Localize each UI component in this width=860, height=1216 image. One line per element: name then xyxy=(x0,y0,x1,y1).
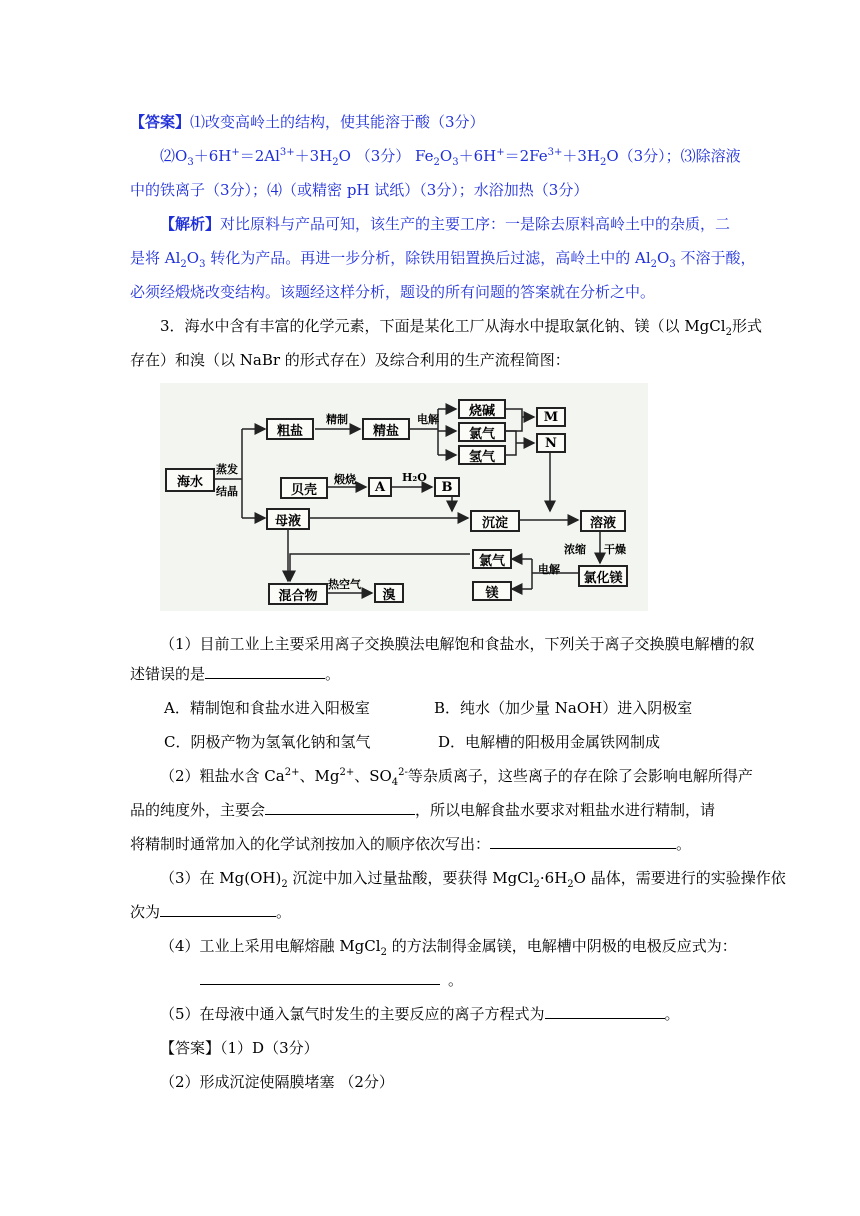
crystallize-label: 结晶 xyxy=(216,485,238,498)
q2-line-3: 将精制时通常加入的化学试剂按加入的顺序依次写出： 。 xyxy=(130,835,692,853)
answer-blank xyxy=(490,834,676,849)
option-c: C．阴极产物为氢氧化钠和氢气 xyxy=(164,733,371,751)
analysis-line-1: 【解析】对比原料与产品可知，该生产的主要工序：一是除去原料高岭土中的杂质，二 xyxy=(160,215,731,233)
magnesium-chloride-box: 氯化镁 xyxy=(578,565,628,587)
caustic-soda-box: 烧碱 xyxy=(458,399,506,419)
refined-salt-box: 精盐 xyxy=(362,418,410,440)
answer-blank xyxy=(200,970,440,985)
question3-line-1: 3．海水中含有丰富的化学元素，下面是某化工厂从海水中提取氯化钠、镁（以 MgCl$_2$形式 xyxy=(160,317,762,338)
concentrate-label: 浓缩 xyxy=(564,543,586,556)
answer-blank xyxy=(545,1004,665,1019)
q2-line-2: 品的纯度外，主要会 ，所以电解食盐水要求对粗盐水进行精制，请 xyxy=(130,801,716,819)
q4-line-2: 。 xyxy=(200,970,463,990)
refine-label: 精制 xyxy=(326,413,348,426)
bromine-box: 溴 xyxy=(374,583,404,603)
flow-diagram xyxy=(160,383,648,611)
q3-line-2: 次为 。 xyxy=(130,903,292,921)
calcine-label: 煅烧 xyxy=(334,473,356,486)
q1-line-2: 述错误的是 。 xyxy=(130,665,341,683)
chlorine-box: 氯气 xyxy=(458,422,506,442)
chlorine2-box: 氯气 xyxy=(472,549,512,569)
water-label: H₂O xyxy=(402,471,427,484)
answer-blank xyxy=(205,664,325,679)
q5-line-1: （5）在母液中通入氯气时发生的主要反应的离子方程式为 。 xyxy=(160,1005,680,1023)
option-a: A．精制饱和食盐水进入阳极室 xyxy=(164,699,370,717)
answer2-line-1: 【答案】（1）D（3分） xyxy=(160,1039,319,1057)
hydrogen-box: 氢气 xyxy=(458,445,506,465)
q3-line-1: （3）在 $Mg(OH)_2$ 沉淀中加入过量盐酸，要获得 $MgCl_2\cdot 6H_2O$ 晶体，需要进行的实验操作依 xyxy=(160,869,786,890)
substance-b-box: B xyxy=(434,477,460,497)
answer-blank xyxy=(265,800,415,815)
option-b: B．纯水（加少量 NaOH）进入阴极室 xyxy=(434,699,693,717)
dry-label: 干燥 xyxy=(604,543,626,556)
answer-line-2: $⑵O_3+6H^+=2Al^{3+}+3H_2O$ （3分） $Fe_2O_3+6H^+=2Fe^{3+}+3H_2O(3$分）；⑶除溶液 xyxy=(160,147,741,168)
q4-line-1: （4）工业上采用电解熔融 MgCl$_2$ 的方法制得金属镁，电解槽中阴极的电极反应式为： xyxy=(160,937,737,958)
option-d: D．电解槽的阳极用金属铁网制成 xyxy=(438,733,661,751)
q1-line-1: （1）目前工业上主要采用离子交换膜法电解饱和食盐水，下列关于离子交换膜电解槽的叙 xyxy=(160,635,755,653)
answer-blank xyxy=(160,902,276,917)
analysis-line-3: 必须经煅烧改变结构。该题经这样分析，题设的所有问题的答案就在分析之中。 xyxy=(130,283,656,301)
shell-box: 贝壳 xyxy=(280,477,328,499)
answer-line-1: 【答案】⑴改变高岭土的结构，使其能溶于酸（3分） xyxy=(130,113,485,131)
answer2-line-2: （2）形成沉淀使隔膜堵塞 （2分） xyxy=(160,1073,394,1091)
q2-line-1: （2）粗盐水含 $Ca^{2+}$、$Mg^{2+}$、$SO_4^{2-}$等杂质离子，这些离子的存在除了会影响电解所得产 xyxy=(160,767,753,788)
answer-line-3: 中的铁离子（3分）；⑷（或精密 pH 试纸）（3分）；水浴加热（3分） xyxy=(130,181,589,199)
electrolysis2-label: 电解 xyxy=(538,563,560,576)
answer-tag: 【答案】 xyxy=(130,113,191,131)
seawater-box: 海水 xyxy=(165,468,215,492)
mixture-box: 混合物 xyxy=(268,583,328,605)
mother-liquor-box: 母液 xyxy=(266,508,310,530)
product-m-box: M xyxy=(536,407,566,427)
question3-line-2: 存在）和溴（以 NaBr 的形式存在）及综合利用的生产流程简图： xyxy=(130,351,570,369)
product-n-box: N xyxy=(536,433,566,453)
crude-salt-box: 粗盐 xyxy=(266,418,314,440)
analysis-tag: 【解析】 xyxy=(160,215,221,233)
substance-a-box: A xyxy=(368,477,392,497)
solution-box: 溶液 xyxy=(580,510,626,532)
analysis-line-2: 是将 $Al_2O_3$ 转化为产品。再进一步分析，除铁用铝置换后过滤，高岭土中的 $Al_2O_3$ 不溶于酸， xyxy=(130,249,756,270)
hot-air-label: 热空气 xyxy=(328,578,361,591)
precipitate-box: 沉淀 xyxy=(470,510,520,532)
electrolysis-label: 电解 xyxy=(417,413,439,426)
evaporate-label: 蒸发 xyxy=(216,463,238,476)
magnesium-box: 镁 xyxy=(472,581,512,601)
